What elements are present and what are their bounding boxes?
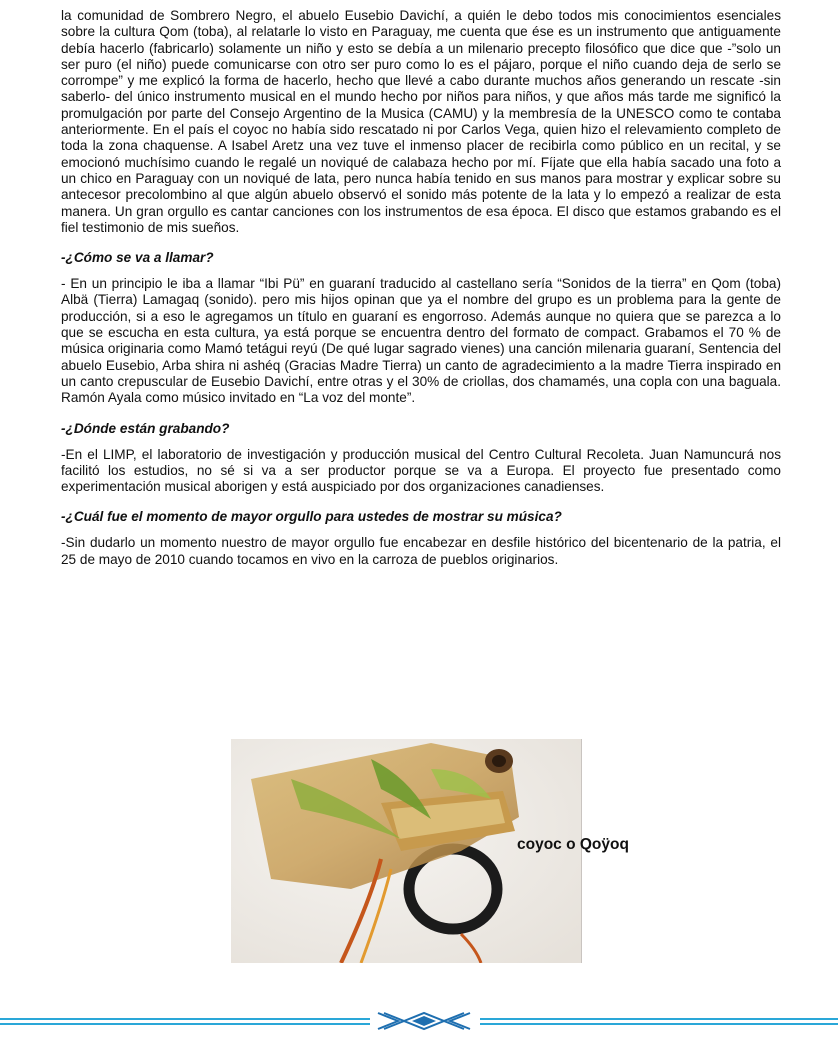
footer-rule-left (0, 1018, 370, 1025)
page-footer (0, 1008, 838, 1038)
question-heading: -¿Cuál fue el momento de mayor orgullo para ustedes de mostrar su música? (61, 509, 562, 525)
question-heading: -¿Cómo se va a llamar? (61, 250, 214, 266)
answer-paragraph: -Sin dudarlo un momento nuestro de mayor orgullo fue encabezar en desfile histórico del bicentenario de la patria, el 25 de mayo de 2010 cuando tocamos en vivo en la carroza de pueblos originarios. (61, 535, 781, 567)
article-body (61, 8, 781, 568)
footer-rule-right (480, 1018, 838, 1025)
figure-caption: coyoc o Qoÿoq (517, 836, 629, 853)
question-heading: -¿Dónde están grabando? (61, 420, 230, 436)
intro-paragraph: la comunidad de Sombrero Negro, el abuelo Eusebio Davichí, a quién le debo todos mis conocimientos esenciales sobre la cultura Qom (toba), al relatarle lo visto en Paraguay, me cuenta que ése es un instrumento que antiguamente debía hacerlo (fabricarlo) solamente un niño y esto se debía a un milenario precepto filosófico que dice que -”solo un ser puro (el niño) puede comunicarse con otro ser puro como lo es el pájaro, porque el niño cuando deja de serlo se corrompe” y me explicó la forma de hacerlo, hecho que llevé a cabo durante muchos años generando un rescate -sin saberlo- del único instrumento musical en el mundo hecho por niños para niños, y que años más tarde me significó la promulgación por parte del Consejo Argentino de la Musica (CAMU) y la membresía de la UNESCO como te contaba anteriormente. En el país el coyoc no había sido rescatado ni por Carlos Vega, quien hizo el relevamiento completo de toda la zona chaquense. A Isabel Aretz una vez tuve el inmenso placer de recibirla como público en un recital, y se emocionó muchísimo cuando le regalé un noviqué de calabaza hecho por mí. Fíjate que ella había sacado una foto a un chico en Paraguay con un noviqué de lata, pero nunca había tenido en sus manos para mostrar y explicar sobre su antecesor precolombino al que algún abuelo observó el sonido más potente de la lata y lo empezó a realizar de esta manera. Un gran orgullo es cantar canciones con los instrumentos de esa época. El disco que estamos grabando es el fiel testimonio de mis sueños. (61, 8, 781, 235)
instrument-figure (231, 739, 629, 963)
chakana-ornament-icon (378, 1013, 470, 1029)
answer-paragraph: -En el LIMP, el laboratorio de investigación y producción musical del Centro Cultural Recoleta. Juan Namuncurá nos facilitó los estudios, no sé si va a ser productor porque se va a Europa. El proyecto fue presentado como experimentación musical aborigen y está auspiciado por dos organizaciones canadienses. (61, 446, 781, 495)
answer-paragraph: - En un principio le iba a llamar “Ibi Pü” en guaraní traducido al castellano sería “Sonidos de la tierra” en Qom (toba) Albä (Tierra) Lamagaq (sonido). pero mis hijos opinan que ya el nombre del grupo es un problema para la gente de producción, si a eso le agregamos un título en guaraní es engorroso. Además aunque no quiera que se parezca a lo que se escucha en esta cultura, ya está porque se encuentra dentro del formato de compact. Grabamos el 70 % de música originaria como Mamó tetágui reyú (De qué lugar sagrado vienes) una canción milenaria guaraní, Sentencia del abuelo Eusebio, Arba shira ni ashéq (Gracias Madre Tierra) un canto de agradecimiento a la madre Tierra inspirado en un canto crepuscular de Eusebio Davichí, entre otras y el 30% de criollas, dos chamamés, una copla con una baguala. Ramón Ayala como músico invitado en “La voz del monte”. (61, 276, 781, 406)
